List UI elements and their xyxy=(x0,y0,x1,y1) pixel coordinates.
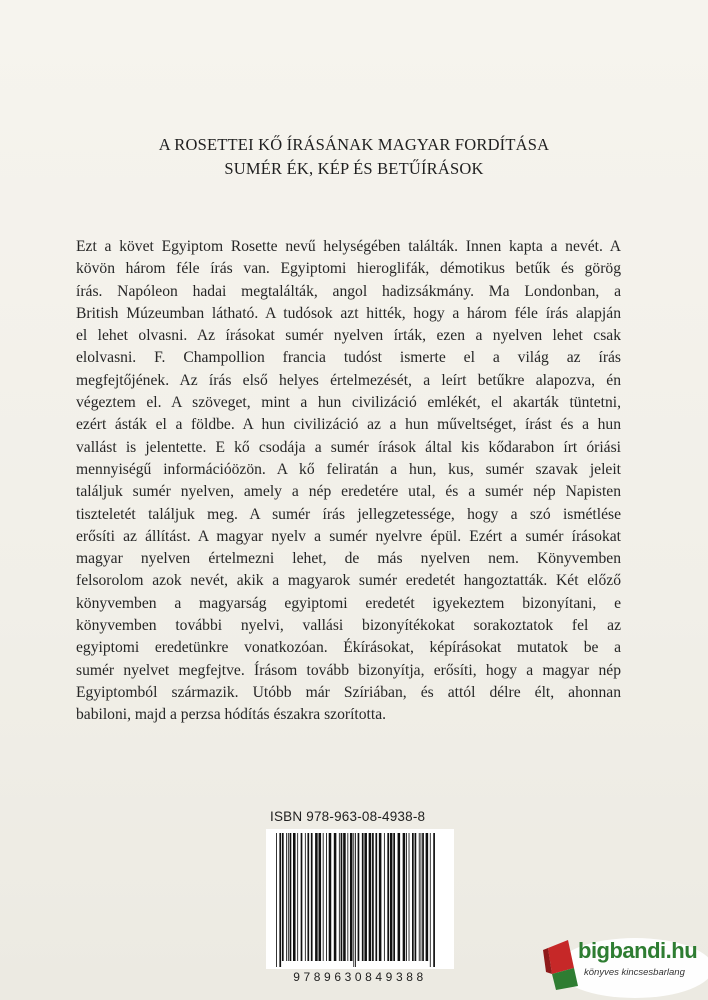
body-line: vallást is jelentette. E kő csodája a sumér írások által kis kődarabon írt óriási xyxy=(76,438,621,456)
title-line-1: A ROSETTEI KŐ ÍRÁSÁNAK MAGYAR FORDÍTÁSA xyxy=(158,135,550,154)
body-line: ezért ásták el a földbe. A hun civilizáció az a hun műveltséget, írást és a hun xyxy=(76,416,621,434)
body-line: találjuk sumér nyelven, amely a nép eredetére utal, és a sumér nép Napisten xyxy=(76,483,621,501)
barcode-bar xyxy=(297,833,298,961)
body-line: sumér nyelvet megfejtve. Írásom tovább bizonyítja, erősíti, hogy a magyar nép xyxy=(76,661,621,679)
isbn-label: ISBN 978-963-08-4938-8 xyxy=(270,809,426,824)
barcode-bar xyxy=(282,833,284,961)
barcode-bar xyxy=(301,833,303,961)
back-cover-description xyxy=(76,236,621,727)
barcode-bar xyxy=(421,833,422,961)
barcode-bar xyxy=(369,833,372,961)
barcode-bar xyxy=(422,833,424,961)
barcode-bar xyxy=(288,833,289,961)
body-line: babiloni, majd a perzsa hódítás északra szorította. xyxy=(76,706,387,724)
barcode-bar xyxy=(430,833,431,967)
barcode-bar xyxy=(433,833,435,967)
body-line: British Múzeumban látható. A tudósok azt hitték, hogy a három féle írás alapján xyxy=(76,304,621,322)
barcode-bar xyxy=(362,833,364,961)
barcode-bar xyxy=(387,833,389,961)
body-line: egyiptomi eredetünkre vonatkozóan. Ékírásokat, képírásokat mutatok be a xyxy=(76,639,621,657)
barcode-bar xyxy=(358,833,360,961)
barcode-bar xyxy=(426,833,429,961)
barcode-bar xyxy=(343,833,346,961)
barcode-bar xyxy=(329,833,332,961)
body-line: tiszteletét találjuk meg. A sumér írás jellegzetessége, hogy a szó ismétlése xyxy=(76,505,621,523)
body-line: megfejtőjének. Az írás első helyes értelmezését, a leírt betűkre alapozva, én xyxy=(76,371,621,389)
barcode-bar xyxy=(311,833,313,961)
barcode-bar xyxy=(409,833,410,961)
body-line: erősíti az állítást. A magyar nyelv a sumér nyelvre épül. Ezért a sumér írásokat xyxy=(76,527,621,545)
body-line: mennyiségű információözön. A kő feliratán a hun, kus, sumér szavak jeleit xyxy=(76,460,621,478)
body-line: végeztem el. A szöveget, mint a hun civilizáció emlékét, el akarták tüntetni, xyxy=(76,394,621,412)
barcode-bar xyxy=(339,833,340,961)
barcode-bars xyxy=(266,829,454,969)
body-line: el lehet olvasni. Az írásokat sumér nyelven írták, ezen a nyelven lehet csak xyxy=(76,327,621,345)
barcode-bar xyxy=(290,833,292,961)
body-line: írás. Napóleon hadai megtalálták, angol hadizsákmány. Ma Londonban, a xyxy=(76,282,621,300)
barcode-bar xyxy=(353,833,354,967)
barcode-bar xyxy=(319,833,322,961)
barcode-digits: 9789630849388 xyxy=(293,970,427,984)
barcode-bar xyxy=(307,833,309,961)
barcode-bar xyxy=(379,833,382,961)
barcode-bar xyxy=(293,833,296,961)
book-title xyxy=(0,133,708,181)
logo-tagline: könyves kincsesbarlang xyxy=(584,967,685,978)
barcode-bar xyxy=(286,833,287,961)
barcode-bar xyxy=(305,833,306,961)
barcode-bar xyxy=(341,833,343,961)
barcode-bar xyxy=(355,833,356,967)
barcode-bar xyxy=(390,833,393,961)
title-line-2: SUMÉR ÉK, KÉP ÉS BETŰÍRÁSOK xyxy=(224,159,484,178)
barcode-bar xyxy=(334,833,337,961)
body-line: könyvemben további nyelvi, vallási bizonyítékokat sorakoztatok fel az xyxy=(76,617,621,635)
body-line: Egyiptomból származik. Utóbb már Szíriában, és attól délre élt, ahonnan xyxy=(76,683,621,701)
barcode-bar xyxy=(415,833,417,961)
barcode-bar xyxy=(279,833,281,967)
barcode-bar xyxy=(393,833,395,961)
barcode-bar xyxy=(372,833,374,961)
barcode-bar xyxy=(323,833,324,961)
barcode-bar xyxy=(419,833,420,961)
barcode-bar xyxy=(315,833,318,961)
barcode-bar xyxy=(398,833,401,961)
body-line: magyar nyelven értelmezni lehet, de más nyelven nem. Könyvemben xyxy=(76,550,621,568)
logo-name: bigbandi.hu xyxy=(578,938,698,963)
body-line: kövön három féle írás van. Egyiptomi hieroglifák, démotikus betűk és görög xyxy=(76,260,621,278)
barcode-bar xyxy=(347,833,348,961)
body-line: felsorolom azok nevét, akik a magyarok sumér eredetét hangoztatták. Két előző xyxy=(76,572,621,590)
barcode-bar xyxy=(350,833,353,961)
barcode-bar xyxy=(384,833,385,961)
body-line: elolvasni. F. Champollion francia tudóst ismerte el a világ az írás xyxy=(76,349,621,367)
barcode xyxy=(266,829,454,969)
barcode-bar xyxy=(403,833,406,961)
barcode-bar xyxy=(375,833,377,961)
body-line: Ezt a követ Egyiptom Rosette nevű helységében találták. Innen kapta a nevét. A xyxy=(76,238,621,255)
barcode-bar xyxy=(406,833,407,961)
body-line: könyvemben a magyarság egyiptomi eredetét igyekeztem bizonyítani, e xyxy=(76,594,621,612)
barcode-bar xyxy=(326,833,327,961)
barcode-bar xyxy=(276,833,277,967)
barcode-bar xyxy=(412,833,414,961)
barcode-bar xyxy=(364,833,367,961)
